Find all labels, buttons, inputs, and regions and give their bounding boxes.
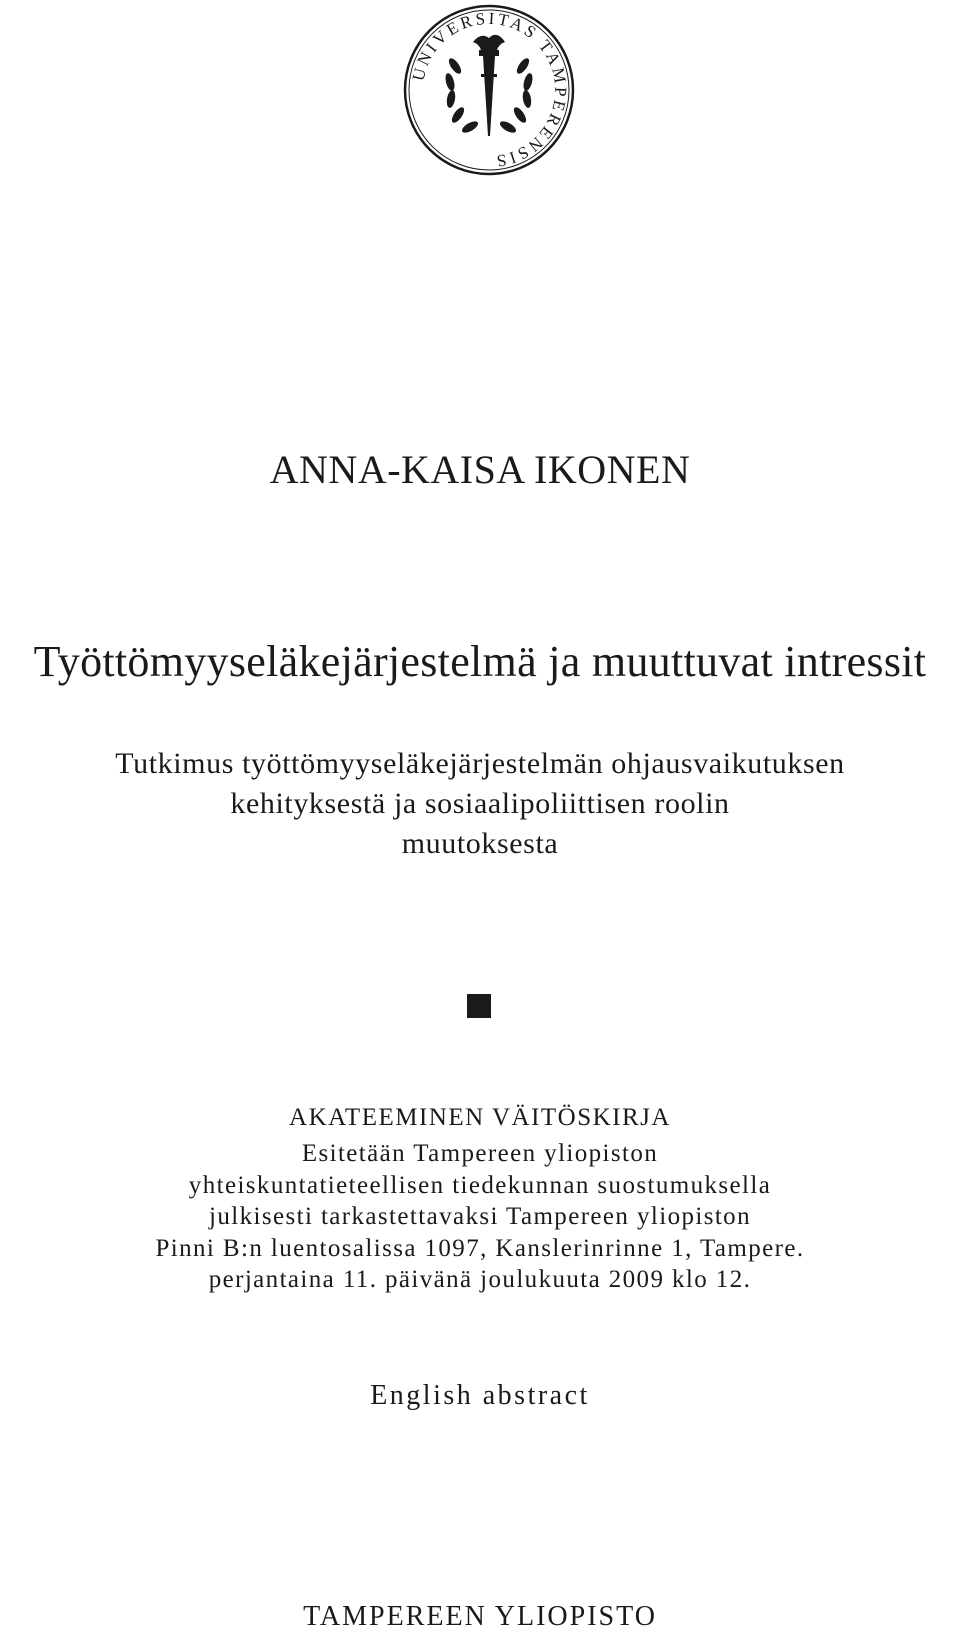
dissertation-details (0, 1138, 960, 1296)
english-abstract-link[interactable]: English abstract (370, 1380, 590, 1411)
university-name: TAMPEREEN YLIOPISTO (303, 1601, 657, 1632)
square-divider (467, 994, 491, 1018)
details-line: Pinni B:n luentosalissa 1097, Kanslerinrinne 1, Tampere. (155, 1234, 805, 1262)
university-seal-logo (403, 4, 575, 176)
dissertation-title: Työttömyyseläkejärjestelmä ja muuttuvat intressit (33, 637, 927, 686)
subtitle-line: kehityksestä ja sosiaalipoliittisen roolin (230, 787, 730, 820)
author-name: ANNA-KAISA IKONEN (269, 447, 691, 492)
details-line: yhteiskuntatieteellisen tiedekunnan suostumuksella (188, 1171, 772, 1199)
details-line: julkisesti tarkastettavaksi Tampereen yliopiston (209, 1203, 751, 1230)
seal-text: UNIVERSITAS TAMPERENSIS (408, 8, 571, 171)
subtitle-line: muutoksesta (401, 827, 559, 860)
dissertation-heading: AKATEEMINEN VÄITÖSKIRJA (289, 1104, 671, 1131)
details-line: perjantaina 11. päivänä joulukuuta 2009 klo 12. (208, 1266, 752, 1293)
torch-icon (473, 35, 505, 136)
subtitle-line: Tutkimus työttömyyseläkejärjestelmän ohjausvaikutuksen (115, 747, 845, 780)
dissertation-subtitle (0, 744, 960, 864)
details-line: Esitetään Tampereen yliopiston (301, 1140, 659, 1167)
